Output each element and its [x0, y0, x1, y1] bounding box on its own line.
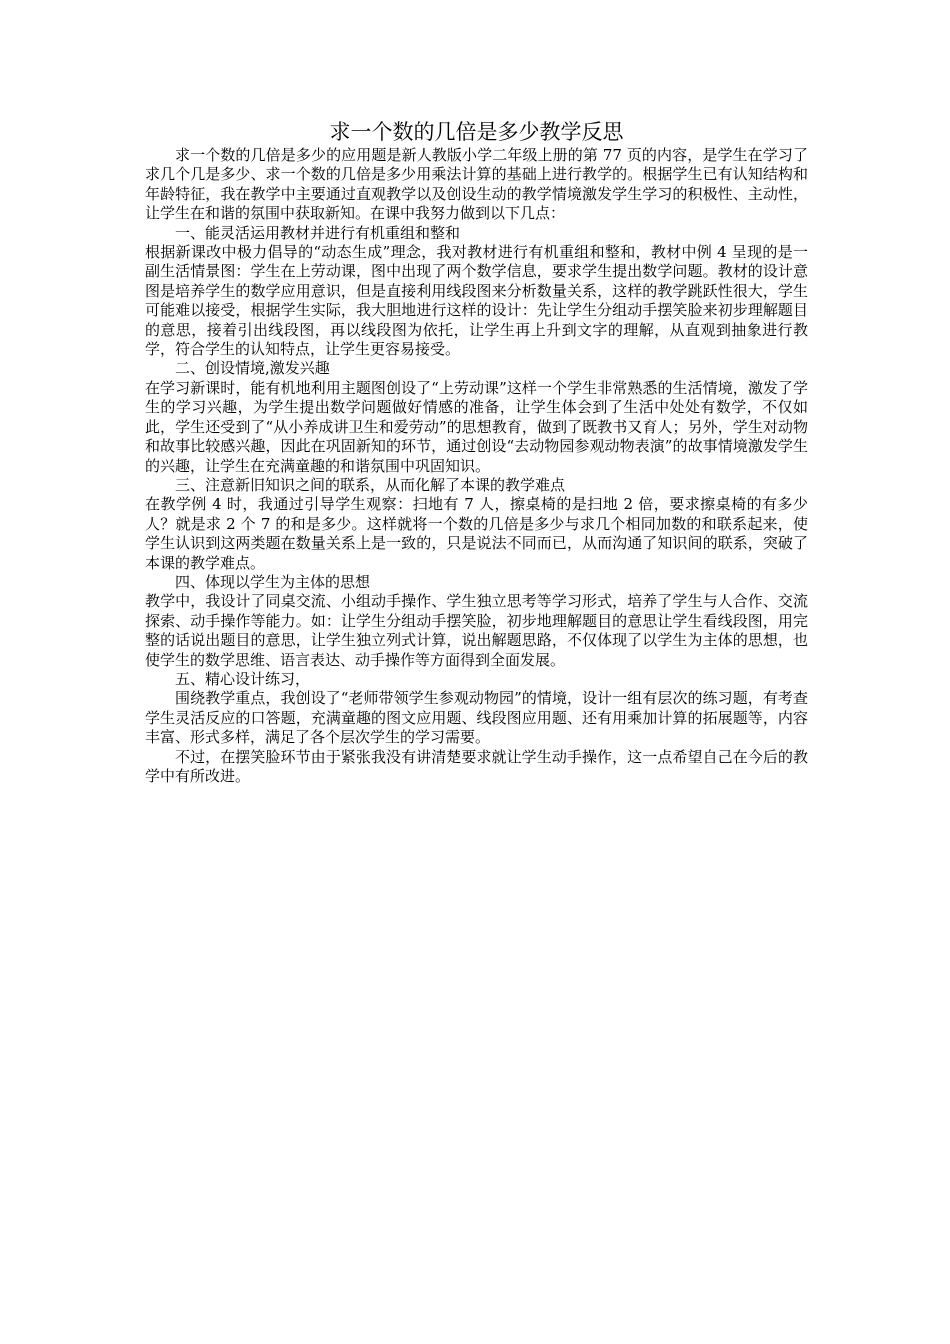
section-2-body: 在学习新课时，能有机地利用主题图创设了“上劳动课”这样一个学生非常熟悉的生活情境，激发了学生的学习兴趣，为学生提出数学问题做好情感的准备，让学生体会到了生活中处处有数学，不仅如此，学生还受到了“从小养成讲卫生和爱劳动”的思想教育，做到了既教书又育人；另外，学生对动物和故事比较感兴趣，因此在巩固新知的环节，通过创设“去动物园参观动物表演”的故事情境激发学生的兴趣，让学生在充满童趣的和谐氛围中巩固知识。 [145, 378, 808, 475]
intro-paragraph: 求一个数的几倍是多少的应用题是新人教版小学二年级上册的第 77 页的内容，是学生在学习了求几个几是多少、求一个数的几倍是多少用乘法计算的基础上进行教学的。根据学生已有认知结构和年龄特征，我在教学中主要通过直观教学以及创设生动的教学情境激发学生学习的积极性、主动性，让学生在和谐的氛围中获取新知。在课中我努力做到以下几点： [145, 146, 808, 223]
document-title: 求一个数的几倍是多少教学反思 [329, 120, 624, 144]
section-1-heading: 一、能灵活运用教材并进行有机重组和整和 [175, 223, 461, 242]
closing-paragraph: 不过，在摆笑脸环节由于紧张我没有讲清楚要求就让学生动手操作，这一点希望自己在今后的教学中有所改进。 [145, 747, 808, 785]
section-5-heading: 五、精心设计练习， [175, 669, 311, 688]
section-2-heading: 二、创设情境,激发兴趣 [175, 359, 330, 378]
section-4-body: 教学中，我设计了同桌交流、小组动手操作、学生独立思考等学习形式，培养了学生与人合作、交流探索、动手操作等能力。如：让学生分组动手摆笑脸，初步地理解题目的意思让学生看线段图，用完整的话说出题目的意思，让学生独立列式计算，说出解题思路，不仅体现了以学生为主体的思想，也使学生的数学思维、语言表达、动手操作等方面得到全面发展。 [145, 592, 808, 669]
section-3-heading: 三、注意新旧知识之间的联系，从而化解了本课的教学难点 [175, 475, 566, 494]
section-1-body: 根据新课改中极力倡导的“动态生成”理念，我对教材进行有机重组和整和，教材中例 4 呈现的是一副生活情景图：学生在上劳动课，图中出现了两个数学信息，要求学生提出数学问题。教材的设计意图是培养学生的数学应用意识，但是直接利用线段图来分析数量关系，这样的教学跳跃性很大，学生可能难以接受，根据学生实际，我大胆地进行这样的设计：先让学生分组动手摆笑脸来初步理解题目的意思，接着引出线段图，再以线段图为依托，让学生再上升到文字的理解，从直观到抽象进行教学，符合学生的认知特点，让学生更容易接受。 [145, 243, 808, 359]
section-3-body: 在教学例 4 时，我通过引导学生观察：扫地有 7 人，擦桌椅的是扫地 2 倍，要求擦桌椅的有多少人？就是求 2 个 7 的和是多少。这样就将一个数的几倍是多少与求几个相同加数的和联系起来，使学生认识到这两类题在数量关系上是一致的，只是说法不同而已，从而沟通了知识间的联系，突破了本课的教学难点。 [145, 495, 808, 572]
section-4-heading: 四、体现以学生为主体的思想 [175, 572, 371, 591]
section-5-body: 围绕教学重点，我创设了“老师带领学生参观动物园”的情境，设计一组有层次的练习题，有考查学生灵活反应的口答题，充满童趣的图文应用题、线段图应用题、还有用乘加计算的拓展题等，内容丰富、形式多样，满足了各个层次学生的学习需要。 [145, 689, 808, 747]
document-page [145, 118, 808, 786]
